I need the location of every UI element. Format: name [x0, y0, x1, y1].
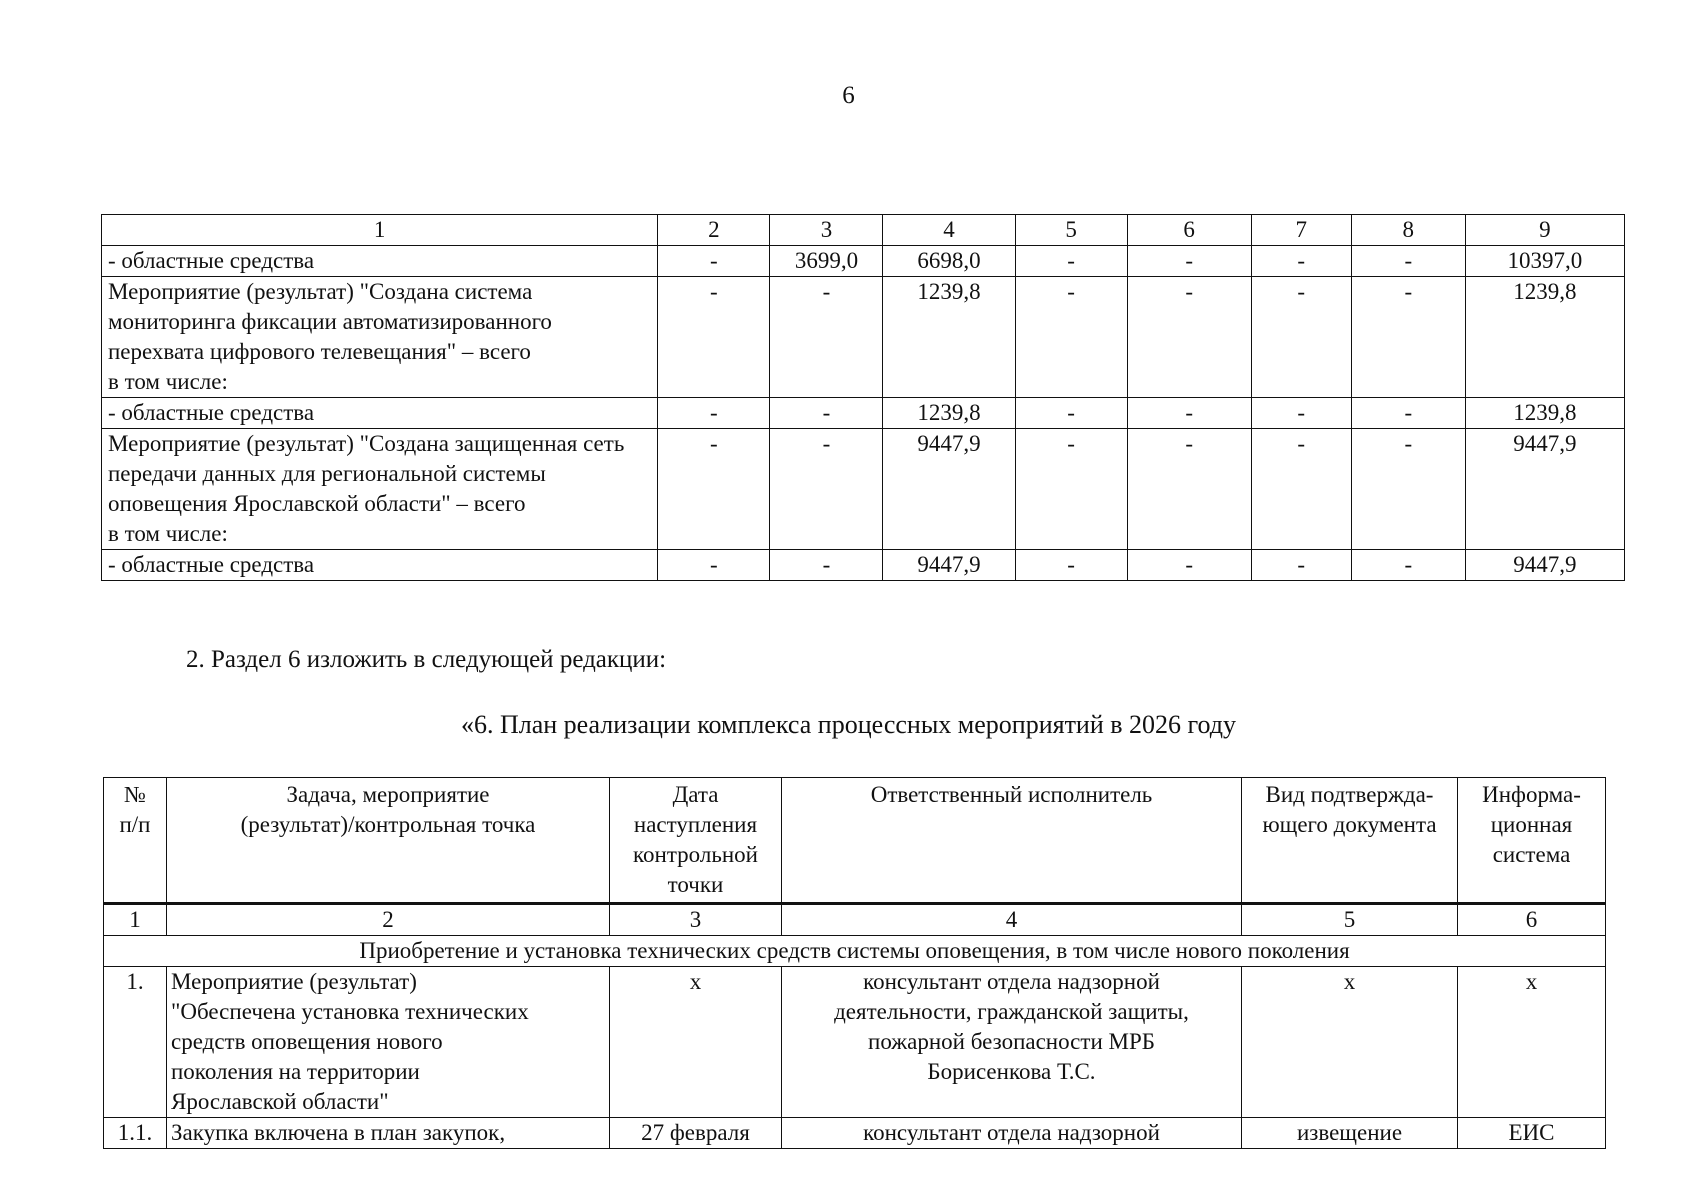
- column-number: 4: [883, 215, 1015, 246]
- task-cell: Мероприятие (результат) "Обеспечена установка технических средств оповещения нового поколения на территории Ярославской области": [167, 967, 610, 1118]
- plan-table: [103, 777, 1606, 1149]
- table-cell: -: [1015, 550, 1127, 581]
- column-number: 2: [167, 904, 610, 936]
- table-row: [102, 550, 1625, 581]
- date-cell: х: [610, 967, 782, 1118]
- table-cell: -: [1015, 398, 1127, 429]
- column-number: 2: [658, 215, 770, 246]
- column-number: 5: [1242, 904, 1458, 936]
- table-cell: -: [1351, 550, 1465, 581]
- section-heading: Приобретение и установка технических средств системы оповещения, в том числе нового поколения: [104, 936, 1606, 967]
- column-number: 7: [1251, 215, 1351, 246]
- table-cell: 6698,0: [883, 246, 1015, 277]
- date-cell: 27 февраля: [610, 1118, 782, 1149]
- table-cell: -: [658, 550, 770, 581]
- table-cell: -: [1015, 429, 1127, 550]
- table-cell: 9447,9: [883, 429, 1015, 550]
- table-cell: -: [1251, 246, 1351, 277]
- system-cell: ЕИС: [1458, 1118, 1606, 1149]
- table-cell: 9447,9: [883, 550, 1015, 581]
- table-cell: 3699,0: [770, 246, 883, 277]
- table-cell: -: [770, 429, 883, 550]
- table-row: [104, 967, 1606, 1118]
- table-header-row: [104, 778, 1606, 904]
- column-number: 4: [782, 904, 1242, 936]
- table-row: [102, 398, 1625, 429]
- table-cell: 1239,8: [883, 277, 1015, 398]
- funding-table: [101, 214, 1625, 581]
- table-cell: -: [658, 277, 770, 398]
- table-cell: -: [658, 429, 770, 550]
- column-number: 5: [1015, 215, 1127, 246]
- document-cell: извещение: [1242, 1118, 1458, 1149]
- column-number-row: [104, 904, 1606, 936]
- section-title: «6. План реализации комплекса процессных мероприятий в 2026 году: [460, 710, 1237, 739]
- table-cell: -: [1127, 277, 1251, 398]
- document-cell: х: [1242, 967, 1458, 1118]
- row-description: - областные средства: [102, 246, 658, 277]
- table-cell: -: [1351, 277, 1465, 398]
- column-number: 1: [102, 215, 658, 246]
- column-number: 1: [104, 904, 167, 936]
- column-number: 3: [610, 904, 782, 936]
- table-cell: -: [1251, 429, 1351, 550]
- table-row: [104, 1118, 1606, 1149]
- row-number: 1.: [104, 967, 167, 1118]
- responsible-cell: консультант отдела надзорной деятельности, гражданской защиты, пожарной безопасности МРБ Борисенкова Т.С.: [782, 967, 1242, 1118]
- table-row: [102, 246, 1625, 277]
- table-cell: 1239,8: [883, 398, 1015, 429]
- table-cell: -: [1015, 246, 1127, 277]
- page-number: 6: [842, 82, 855, 109]
- system-cell: х: [1458, 967, 1606, 1118]
- column-header-task: Задача, мероприятие (результат)/контрольная точка: [167, 778, 610, 904]
- column-header-responsible: Ответственный исполнитель: [782, 778, 1242, 904]
- table-cell: -: [1251, 550, 1351, 581]
- column-number: 8: [1351, 215, 1465, 246]
- row-description: - областные средства: [102, 398, 658, 429]
- table-cell: -: [658, 398, 770, 429]
- table-cell: -: [658, 246, 770, 277]
- table-cell: -: [1351, 398, 1465, 429]
- task-cell: Закупка включена в план закупок,: [167, 1118, 610, 1149]
- table-cell: -: [1127, 246, 1251, 277]
- table-row: [102, 429, 1625, 550]
- row-description: Мероприятие (результат) "Создана защищенная сеть передачи данных для региональной системы оповещения Ярославской области" – всего в том числе:: [102, 429, 658, 550]
- table-cell: 1239,8: [1465, 398, 1624, 429]
- table-cell: -: [770, 398, 883, 429]
- column-header-system: Информа- ционная система: [1458, 778, 1606, 904]
- table-cell: -: [770, 550, 883, 581]
- column-number: 6: [1127, 215, 1251, 246]
- table-header-row: [102, 215, 1625, 246]
- row-description: - областные средства: [102, 550, 658, 581]
- table-cell: -: [1015, 277, 1127, 398]
- row-description: Мероприятие (результат) "Создана система мониторинга фиксации автоматизированного перехвата цифрового телевещания" – всего в том числе:: [102, 277, 658, 398]
- amendment-paragraph: 2. Раздел 6 изложить в следующей редакции:: [186, 646, 667, 673]
- table-cell: -: [1351, 246, 1465, 277]
- column-header-number: № п/п: [104, 778, 167, 904]
- table-cell: 9447,9: [1465, 429, 1624, 550]
- table-cell: -: [1251, 277, 1351, 398]
- column-number: 3: [770, 215, 883, 246]
- row-number: 1.1.: [104, 1118, 167, 1149]
- table-cell: -: [770, 277, 883, 398]
- column-number: 9: [1465, 215, 1624, 246]
- column-number: 6: [1458, 904, 1606, 936]
- table-cell: -: [1127, 550, 1251, 581]
- table-cell: -: [1351, 429, 1465, 550]
- table-cell: -: [1127, 429, 1251, 550]
- section-row: [104, 936, 1606, 967]
- table-cell: 9447,9: [1465, 550, 1624, 581]
- column-header-date: Дата наступления контрольной точки: [610, 778, 782, 904]
- table-row: [102, 277, 1625, 398]
- table-cell: 10397,0: [1465, 246, 1624, 277]
- responsible-cell: консультант отдела надзорной: [782, 1118, 1242, 1149]
- table-cell: -: [1127, 398, 1251, 429]
- table-cell: 1239,8: [1465, 277, 1624, 398]
- column-header-document: Вид подтвержда- ющего документа: [1242, 778, 1458, 904]
- table-cell: -: [1251, 398, 1351, 429]
